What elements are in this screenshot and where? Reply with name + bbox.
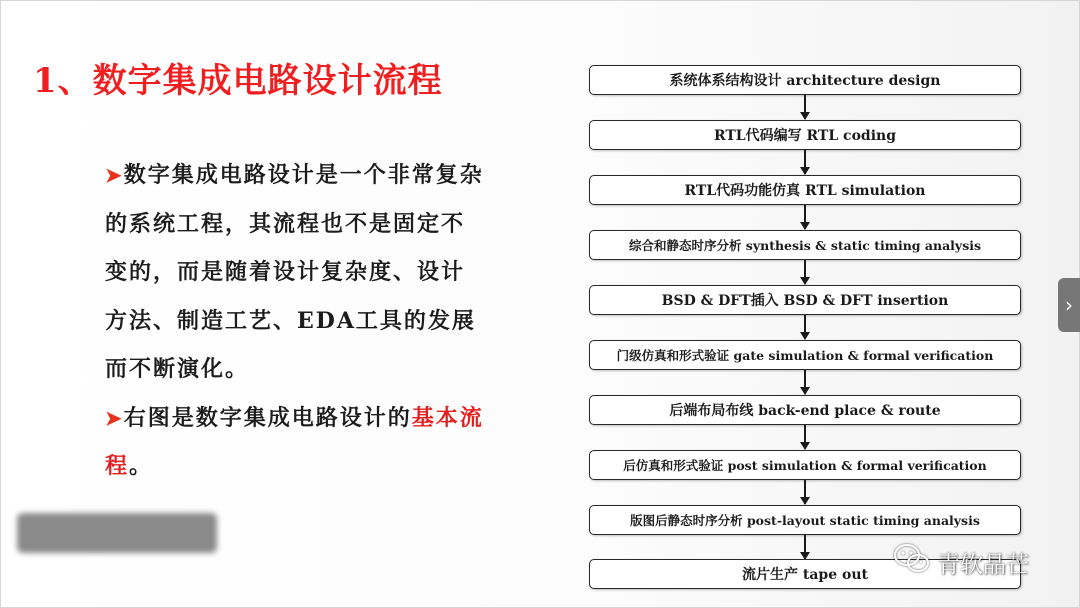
flow-step-dft-insertion: BSD & DFT插入 BSD & DFT insertion xyxy=(589,285,1021,315)
flow-step-synthesis-sta: 综合和静态时序分析 synthesis & static timing analysis xyxy=(589,230,1021,260)
flowchart xyxy=(587,65,1024,589)
slide-title: 1、数字集成电路设计流程 xyxy=(33,61,443,101)
flow-arrow xyxy=(804,535,806,559)
flow-step-post-layout-sta: 版图后静态时序分析 post-layout static timing analysis xyxy=(589,505,1021,535)
highlight-text: 基本流程 xyxy=(105,404,484,479)
flow-arrow xyxy=(804,95,806,119)
bullet-text: 右图是数字集成电路设计的 xyxy=(123,404,412,431)
bullet-item xyxy=(105,151,485,394)
blurred-overlay xyxy=(17,513,217,553)
flow-arrow xyxy=(804,150,806,174)
flow-arrow xyxy=(804,260,806,284)
bullet-text: 数字集成电路设计是一个非常复杂的系统工程，其流程也不是固定不变的，而是随着设计复杂度、设计方法、制造工艺、EDA工具的发展而不断演化。 xyxy=(105,162,484,382)
bullet-arrow-icon: ➤ xyxy=(105,163,124,187)
flow-arrow xyxy=(804,370,806,394)
flow-step-rtl-coding: RTL代码编写 RTL coding xyxy=(589,120,1021,150)
chevron-right-icon: › xyxy=(1065,293,1073,317)
flow-arrow xyxy=(804,425,806,449)
flow-arrow xyxy=(804,315,806,339)
next-slide-button[interactable] xyxy=(1058,278,1080,332)
flow-step-tape-out: 流片生产 tape out xyxy=(589,559,1021,589)
flow-arrow xyxy=(804,205,806,229)
bullet-suffix: 。 xyxy=(129,453,154,479)
watermark-text: 青软晶芒 xyxy=(937,551,1029,578)
flow-step-post-simulation: 后仿真和形式验证 post simulation & formal verification xyxy=(589,450,1021,480)
bullet-arrow-icon: ➤ xyxy=(105,405,124,430)
flow-step-gate-simulation: 门级仿真和形式验证 gate simulation & formal verification xyxy=(589,340,1021,370)
watermark xyxy=(893,543,1029,581)
bullet-list xyxy=(105,151,485,491)
flow-step-rtl-simulation: RTL代码功能仿真 RTL simulation xyxy=(589,175,1021,205)
flow-step-place-route: 后端布局布线 back-end place & route xyxy=(589,395,1021,425)
flow-step-architecture-design: 系统体系结构设计 architecture design xyxy=(589,65,1021,95)
flow-arrow xyxy=(804,480,806,504)
bullet-item xyxy=(105,394,485,491)
wechat-icon xyxy=(893,543,931,581)
